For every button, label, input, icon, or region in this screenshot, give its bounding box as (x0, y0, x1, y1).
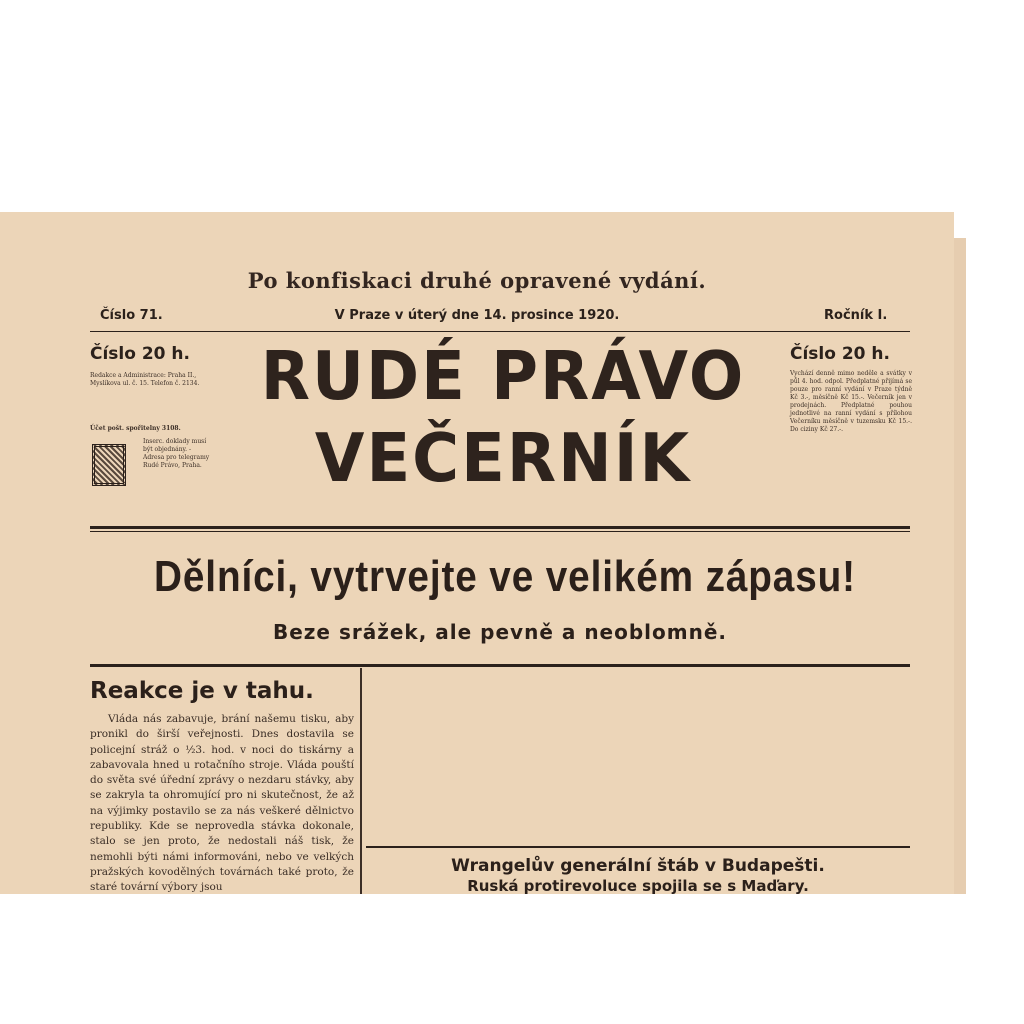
dateline: V Praze v úterý dne 14. prosince 1920. (334, 308, 620, 323)
header-rule (90, 331, 910, 332)
ad-notice: Inserc. doklady musí být objednány. - Adresa pro telegramy Rudé Právo, Praha. (143, 438, 210, 469)
masthead-rule-thick (90, 526, 910, 529)
article-body: Vláda nás zabavuje, brání našemu tisku, aby pronikl do širší veřejnosti. Dnes dostavila se policejní stráž o ½3. hod. v noci do tiskárny a zabavovala hned u rotačního stroje. Vláda pouští do světa své úřední zprávy o nezdaru stávky, aby se zakryla ta ohromující pro ni skutečnost, že až na výjimky postavilo se za nás veškeré dělnictvo republiky. Kde se neprovedla stávka dokonale, stalo se jen proto, že nedostali náš tisk, že nemohli býti námi informováni, nebo ve velkých pražských kovodělných továrnách také proto, že staré tovární výbory jsou (90, 713, 354, 894)
main-headline: Dělníci, vytrvejte ve velikém zápasu! (154, 552, 856, 601)
right-article-subtitle: Ruská protirevoluce spojila se s Maďary. (467, 877, 809, 894)
postal-account: Účet pošt. spořitelny 3108. (90, 425, 181, 432)
volume-number: Ročník I. (824, 308, 888, 323)
masthead-rule-thin (90, 531, 910, 532)
newspaper-page (0, 212, 954, 894)
headline-rule (90, 664, 910, 667)
masthead-title: RUDÉ PRÁVO (260, 338, 746, 416)
sub-headline: Beze srážek, ale pevně a neoblomně. (272, 620, 728, 644)
issue-number: Číslo 71. (100, 308, 163, 323)
masthead-subtitle: VEČERNÍK (314, 420, 692, 498)
column-divider (360, 668, 362, 894)
right-article-title: Wrangelův generální štáb v Budapešti. (451, 856, 825, 876)
confiscation-banner: Po konfiskaci druhé opravené vydání. (247, 268, 707, 293)
price-left: Číslo 20 h. (90, 344, 190, 364)
price-right: Číslo 20 h. (790, 344, 890, 364)
stamp-icon (92, 444, 126, 486)
editorial-address: Redakce a Administrace: Praha II., Myslíkova ul. č. 15. Telefon č. 2134. (90, 372, 200, 387)
article-title: Reakce je v tahu. (90, 678, 314, 704)
subscription-info: Vychází denně mimo neděle a svátky v půl 4. hod. odpol. Předplatné přijímá se pouze pro ranní vydání v Praze týdně Kč 3.-, měsíčně Kč 15.-. Večerník jen v prodejnách. Předplatné pouhou jednotlivé na ranní vydání s přílohou Večerníku měsíčně v tuzemsku Kč 15.-. Do ciziny Kč 27.-. (790, 370, 912, 433)
right-article-rule (366, 846, 910, 848)
